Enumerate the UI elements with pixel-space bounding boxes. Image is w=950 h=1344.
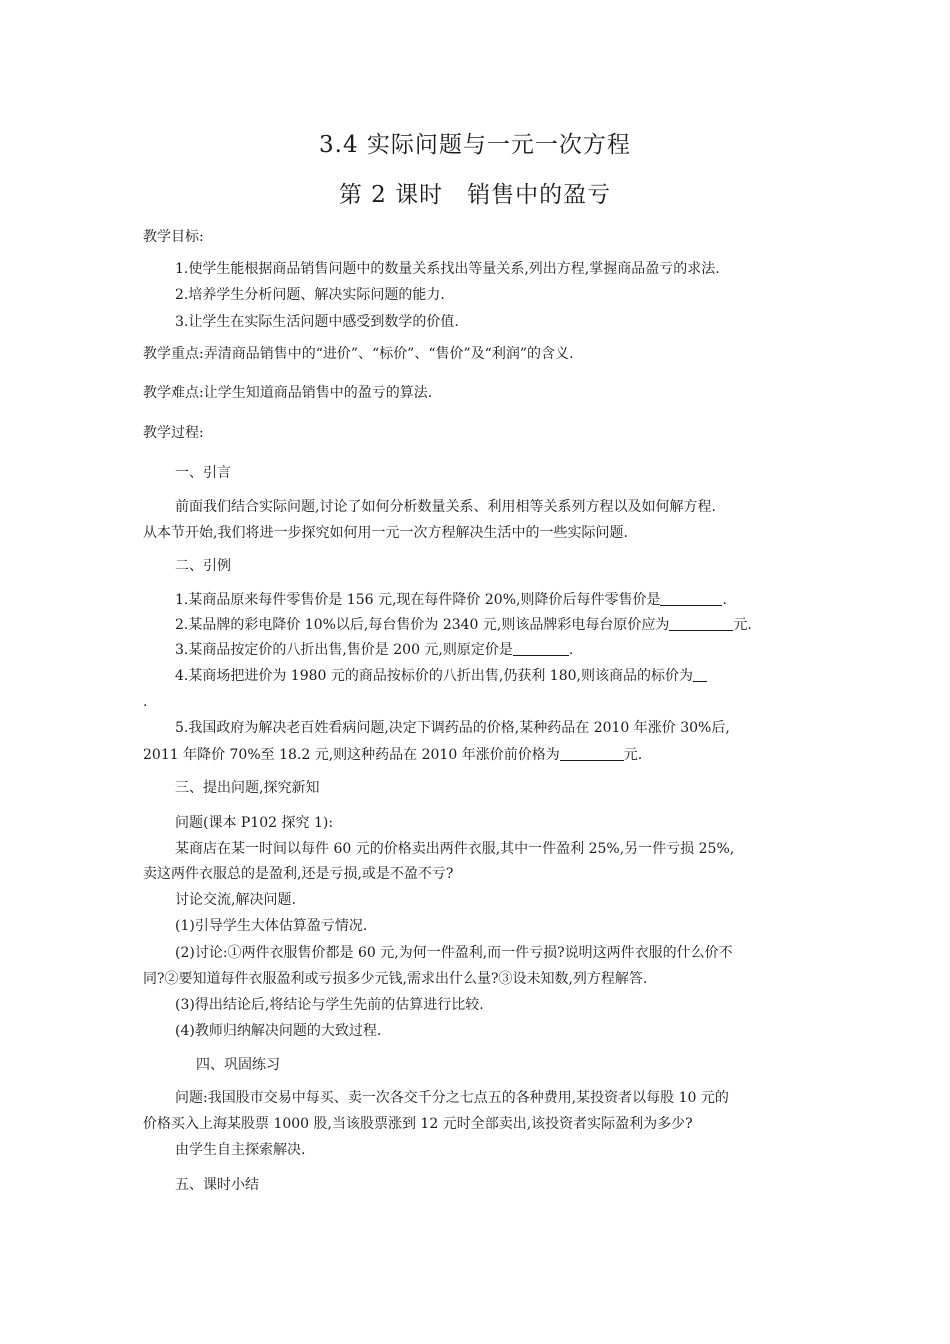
- section-heading: 二、引例: [175, 558, 231, 574]
- key-point: 教学重点:弄清商品销售中的“进价”、“标价”、“售价”及“利润”的含义.: [143, 346, 574, 362]
- question-text: 2.某品牌的彩电降价 10%以后,每台售价为 2340 元,则该品牌彩电每台原价应为: [175, 617, 670, 633]
- objective-item: 2.培养学生分析问题、解决实际问题的能力.: [175, 287, 445, 303]
- process-label: 教学过程:: [143, 425, 204, 441]
- objective-item: 3.让学生在实际生活问题中感受到数学的价值.: [175, 314, 459, 330]
- step-item: (2)讨论:①两件衣服售价都是 60 元,为何一件盈利,而一件亏损?说明这两件衣服的什么价不: [175, 945, 733, 961]
- question-end: 元.: [623, 747, 643, 763]
- question-text: 3.某商品按定价的八折出售,售价是 200 元,则原定价是: [175, 642, 513, 658]
- question-end: .: [568, 642, 574, 658]
- problem-label: 问题(课本 P102 探究 1):: [175, 815, 334, 831]
- example-question-3: [175, 640, 573, 660]
- section-heading: 五、课时小结: [175, 1177, 259, 1193]
- example-question-4: [175, 666, 707, 686]
- paragraph-line: 卖这两件衣服总的是盈利,还是亏损,或是不盈不亏?: [143, 866, 454, 882]
- question-text: 4.某商场把进价为 1980 元的商品按标价的八折出售,仍获利 180,则该商品的标价为: [175, 668, 693, 684]
- answer-blank: [513, 641, 569, 656]
- question-end: 元.: [733, 617, 752, 633]
- example-question-1: [175, 590, 727, 610]
- answer-blank: [660, 591, 722, 606]
- step-item-cont: 同?②要知道每件衣服盈利或亏损多少元钱,需求出什么量?③设未知数,列方程解答.: [143, 971, 648, 987]
- objective-item: 1.使学生能根据商品销售问题中的数量关系找出等量关系,列出方程,掌握商品盈亏的求法.: [175, 261, 720, 277]
- example-question-2: [175, 615, 752, 635]
- paragraph-line: 讨论交流,解决问题.: [175, 892, 296, 908]
- question-text: 2011 年降价 70%至 18.2 元,则这种药品在 2010 年涨价前价格为: [143, 747, 560, 763]
- answer-blank: [560, 746, 624, 761]
- paragraph-line: 价格买入上海某股票 1000 股,当该股票涨到 12 元时全部卖出,该投资者实际盈利为多少?: [143, 1116, 693, 1132]
- paragraph-line: 问题:我国股市交易中每买、卖一次各交千分之七点五的各种费用,某投资者以每股 10 元的: [175, 1090, 729, 1106]
- lesson-subtitle: 第 2 课时 销售中的盈亏: [338, 182, 612, 208]
- step-item: (4)教师归纳解决问题的大致过程.: [175, 1023, 382, 1039]
- question-text: 1.某商品原来每件零售价是 156 元,现在每件降价 20%,则降价后每件零售价是: [175, 592, 661, 608]
- paragraph-line: 由学生自主探索解决.: [175, 1142, 306, 1158]
- answer-blank: [669, 616, 733, 631]
- paragraph-line: 从本节开始,我们将进一步探究如何用一元一次方程解决生活中的一些实际问题.: [143, 525, 628, 541]
- section-heading: 一、引言: [175, 465, 231, 481]
- section-heading: 三、提出问题,探究新知: [175, 780, 320, 796]
- example-question-5: 5.我国政府为解决老百姓看病问题,决定下调药品的价格,某种药品在 2010 年涨价 30%后,: [175, 720, 730, 736]
- step-item: (3)得出结论后,将结论与学生先前的估算进行比较.: [175, 997, 484, 1013]
- question-end: .: [722, 592, 727, 608]
- paragraph-line: 前面我们结合实际问题,讨论了如何分析数量关系、利用相等关系列方程以及如何解方程.: [175, 499, 716, 515]
- answer-blank: [693, 667, 707, 682]
- section-heading: 四、巩固练习: [196, 1057, 280, 1073]
- question-continuation: .: [143, 694, 148, 710]
- example-question-5-cont: [143, 745, 642, 765]
- paragraph-line: 某商店在某一时间以每件 60 元的价格卖出两件衣服,其中一件盈利 25%,另一件亏损 25%,: [175, 841, 735, 857]
- lesson-title: 3.4 实际问题与一元一次方程: [319, 132, 631, 158]
- difficulty: 教学难点:让学生知道商品销售中的盈亏的算法.: [143, 385, 433, 401]
- step-item: (1)引导学生大体估算盈亏情况.: [175, 918, 368, 934]
- objectives-label: 教学目标:: [143, 229, 204, 245]
